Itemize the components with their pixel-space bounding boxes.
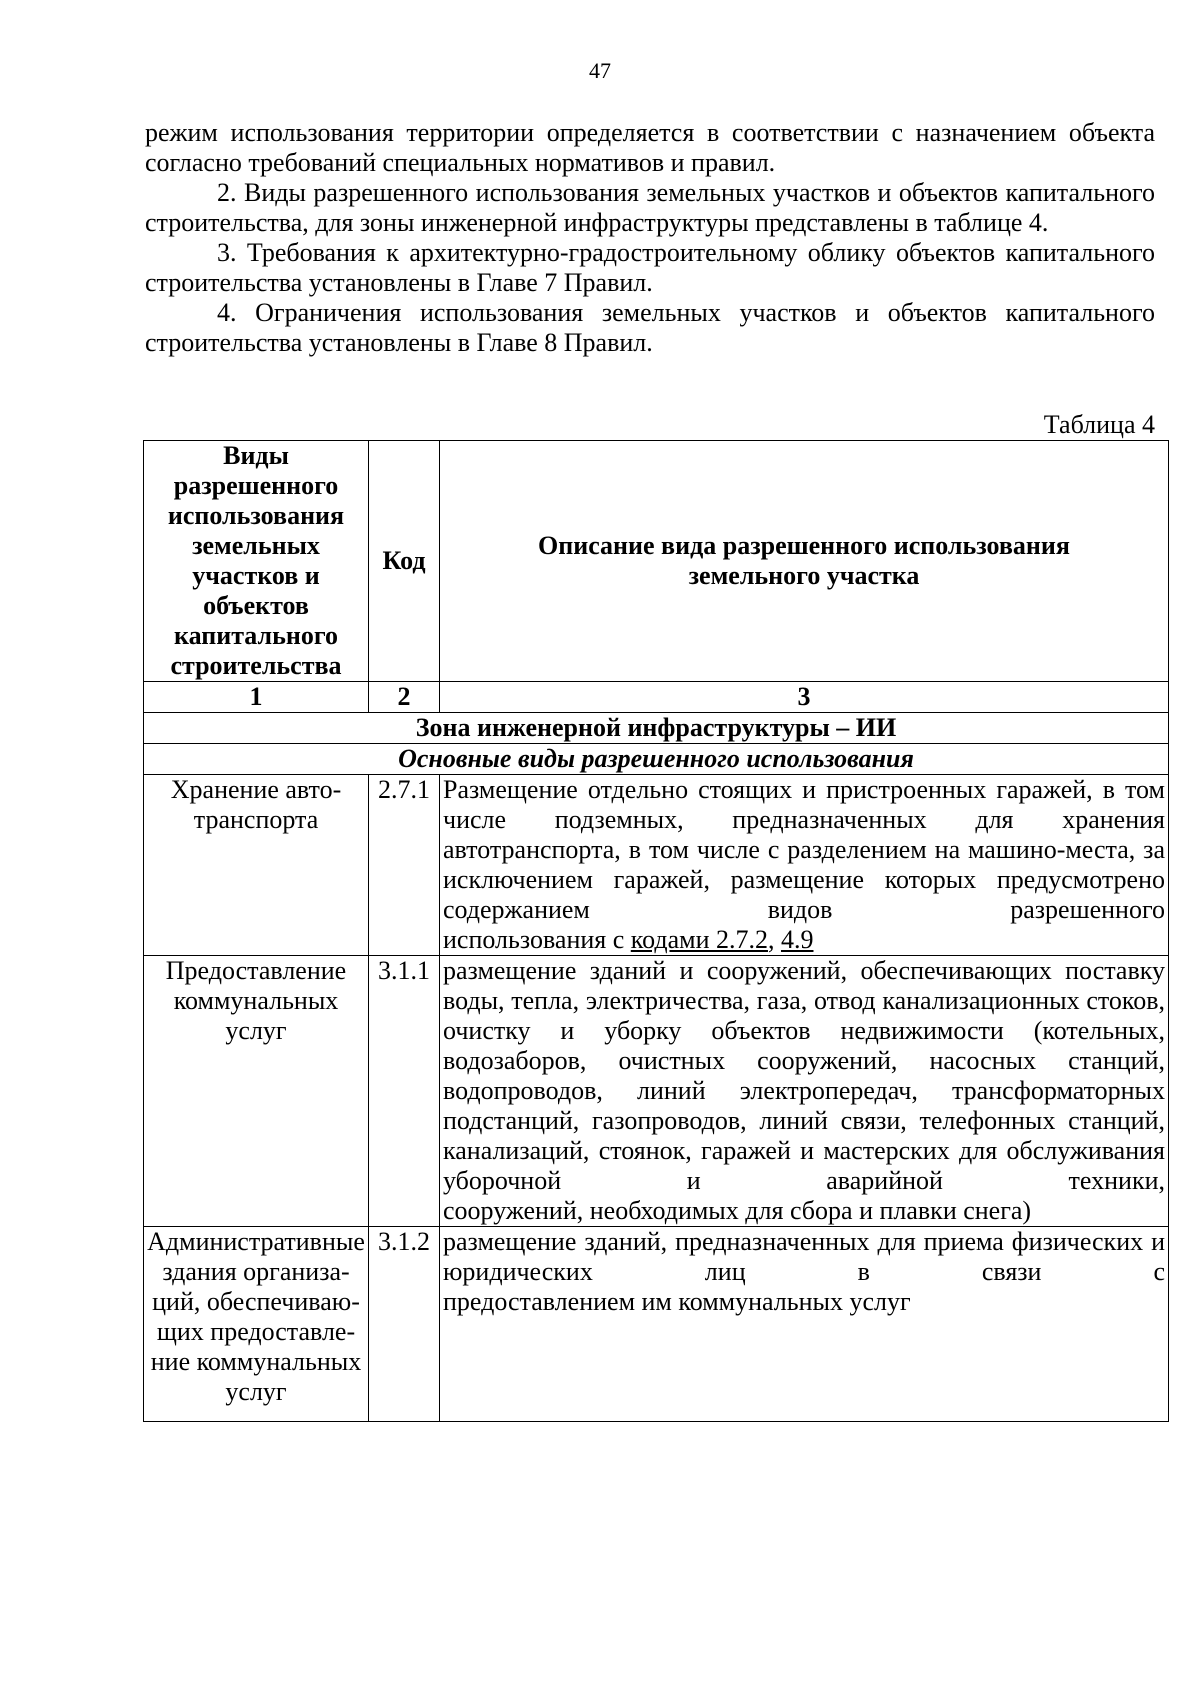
separator: , [767, 925, 781, 954]
column-number-3: 3 [440, 682, 1169, 713]
header-land-use-type: Виды разрешенного использования земельных участков и объектов капитального строительства [144, 441, 369, 682]
land-use-code: 2.7.1 [369, 775, 440, 956]
description-tail: использования с [443, 925, 631, 954]
column-number-row [144, 682, 1169, 713]
body-text [145, 118, 1155, 358]
description-tail: предоставлением им коммунальных услуг [443, 1287, 911, 1316]
table-caption: Таблица 4 [1043, 410, 1155, 439]
land-use-name: Административные здания организа-ций, обеспечиваю-щих предоставле-ние коммунальных услуг [144, 1227, 369, 1422]
section-subtitle: Основные виды разрешенного использования [144, 744, 1169, 775]
land-use-description [440, 1227, 1169, 1422]
code-reference-link[interactable]: 4.9 [780, 925, 814, 954]
land-use-code: 3.1.2 [369, 1227, 440, 1422]
table-row [144, 1227, 1169, 1422]
paragraph-3: 3. Требования к архитектурно-градостроительному облику объектов капитального строительства установлены в Главе 7 Правил. [145, 238, 1155, 297]
land-use-name: Предоставление коммунальных услуг [144, 956, 369, 1227]
table-row [144, 775, 1169, 956]
description-text: размещение зданий и сооружений, обеспечивающих поставку воды, тепла, электричества, газа, отвод канализационных стоков, очистку и уборку объектов недвижимости (котельных, водозаборов, очистных сооружений, насосных станций, водопроводов, линий электропередач, трансформаторных подстанций, газопроводов, линий связи, телефонных станций, канализаций, стоянок, гаражей и мастерских для обслуживания уборочной и аварийной техники, [443, 956, 1165, 1195]
code-reference-link[interactable]: кодами 2.7.2 [630, 925, 768, 954]
land-use-table [143, 440, 1169, 1422]
description-text: размещение зданий, предназначенных для приема физических и юридических лиц в связи с [443, 1227, 1165, 1286]
description-tail: сооружений, необходимых для сбора и плавки снега) [443, 1196, 1032, 1225]
header-row [144, 441, 1169, 682]
table-row [144, 956, 1169, 1227]
paragraph-4: 4. Ограничения использования земельных участков и объектов капитального строительства установлены в Главе 8 Правил. [145, 298, 1155, 357]
land-use-description [440, 956, 1169, 1227]
page-number: 47 [589, 58, 611, 83]
description-text: Размещение отдельно стоящих и пристроенных гаражей, в том числе подземных, предназначенных для хранения автотранспорта, в том числе с разделением на машино-места, за исключением гаражей, размещение которых предусмотрено содержанием видов разрешенного [443, 775, 1165, 924]
land-use-name: Хранение авто-транспорта [144, 775, 369, 956]
zone-title: Зона инженерной инфраструктуры – ИИ [144, 713, 1169, 744]
header-code: Код [369, 441, 440, 682]
land-use-description [440, 775, 1169, 956]
column-number-2: 2 [369, 682, 440, 713]
column-number-1: 1 [144, 682, 369, 713]
land-use-code: 3.1.1 [369, 956, 440, 1227]
paragraph-2: 2. Виды разрешенного использования земельных участков и объектов капитального строительства, для зоны инженерной инфраструктуры представлены в таблице 4. [145, 178, 1155, 237]
subtitle-row [144, 744, 1169, 775]
paragraph-1: режим использования территории определяется в соответствии с назначением объекта согласно требований специальных нормативов и правил. [145, 118, 1155, 177]
header-description: Описание вида разрешенного использования земельного участка [440, 441, 1169, 682]
description-last-line [443, 925, 1165, 955]
zone-row [144, 713, 1169, 744]
